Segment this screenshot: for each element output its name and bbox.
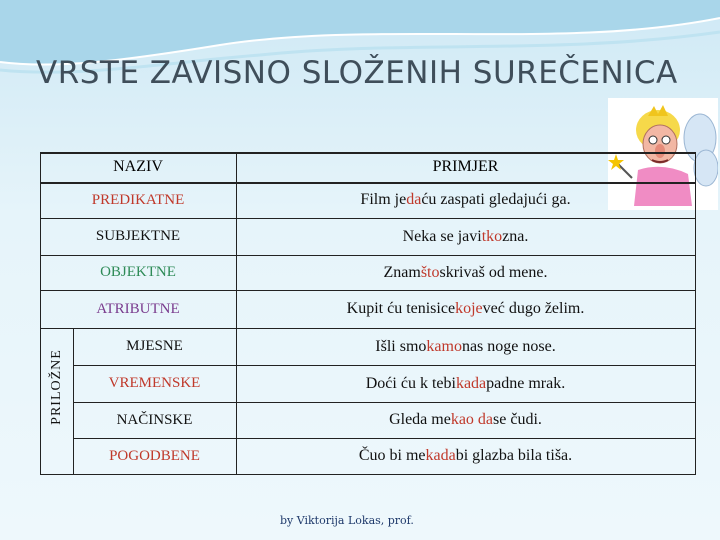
header-example: PRIMJER (432, 158, 499, 175)
row-name: POGODBENE (109, 447, 200, 464)
row-example: Kupit ću tenisice koje već dugo želim. (346, 300, 585, 317)
row-example: Znam što skrivaš od mene. (383, 263, 548, 281)
row-name: SUBJEKTNE (95, 228, 181, 244)
row-example: Neka se javi tko zna. (402, 227, 529, 245)
row-name: PREDIKATNE (91, 191, 185, 208)
row-name: VREMENSKE (108, 375, 201, 391)
row-example: Išli smo kamo nas noge nose. (375, 337, 556, 355)
row-name: ATRIBUTNE (96, 300, 180, 317)
row-name: OBJEKTNE (100, 264, 176, 280)
row-name: MJESNE (126, 338, 183, 354)
header-name: NAZIV (113, 158, 163, 175)
side-label: PRILOŽNE (48, 349, 64, 425)
author-credit: by Viktorija Lokas, prof. (280, 514, 414, 527)
row-name: NAČINSKE (116, 411, 193, 428)
row-example: Gleda me kao da se čudi. (389, 411, 542, 428)
row-example: Čuo bi me kada bi glazba bila tiša. (358, 447, 573, 464)
page-title: VRSTE ZAVISNO SLOŽENIH SUREČENICA (36, 55, 678, 91)
row-example: Film je da ću zaspati gledajući ga. (360, 191, 571, 208)
row-example: Doći ću k tebi kada padne mrak. (365, 374, 566, 392)
